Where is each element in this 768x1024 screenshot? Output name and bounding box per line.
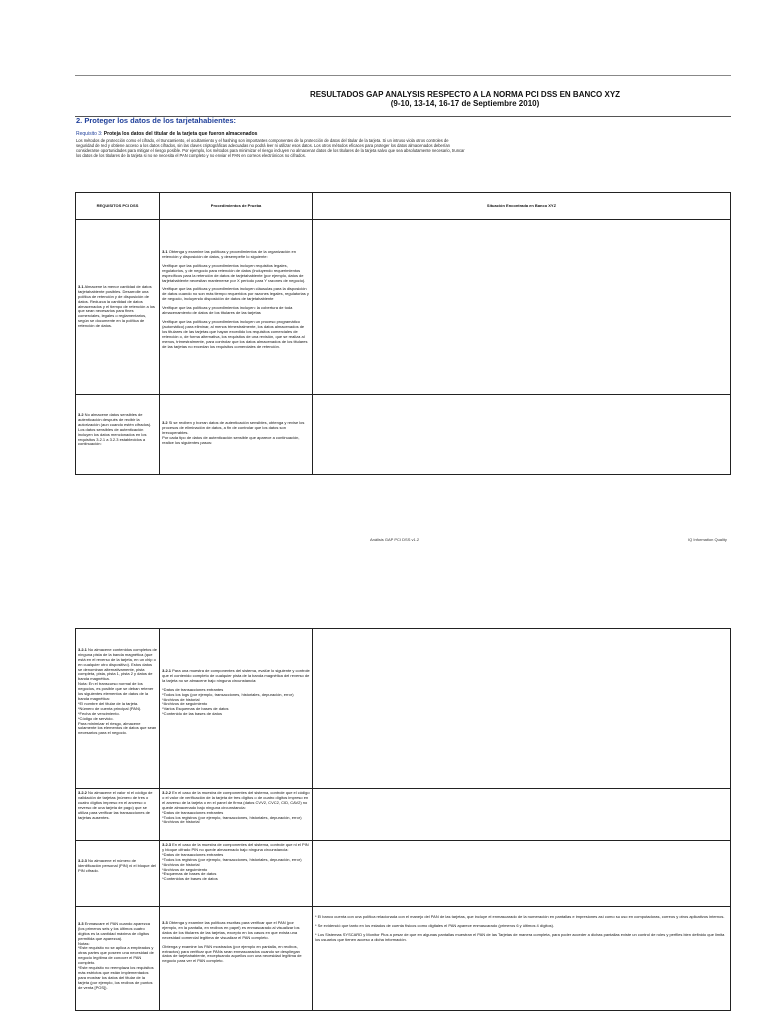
procedure-text: *Datos de transacciones entrantes *Todos los logs (por ejemplo, transacciones, historiales, depuración, error) *Archivos de historial *Archivos de seguimiento *Varios Esquemas de bases de datos *Contenido de las bases de datos: [162, 686, 294, 717]
col-header-requirements: REQUISITOS PCI DSS: [76, 193, 160, 220]
requirements-table-page1: [75, 192, 731, 475]
situation-text: * El banco cuenta con una política relacionada con el manejo del PAN de las tarjetas, que incluye el enmascarado de la numeración en pantallas e impresiones así como su uso en computadoras, correos y otros aplicativos internos.: [314, 914, 725, 919]
col-header-situation: Situación Encontrada en Banco XYZ: [312, 193, 730, 220]
situation-cell: [312, 395, 730, 475]
procedure-cell: [160, 220, 313, 395]
requirement-text: No almacene el valor ni el código de validación de tarjetas (número de tres o cuatro dígitos impreso en el anverso o reverso de una tarjeta de pago) que se utiliza para verificar las transacciones de tarjetas ausentes.: [78, 790, 153, 820]
procedure-text: Si se reciben y borran datos de autenticación sensibles, obtenga y revise los procesos de eliminación de datos, a fin de controlar que los datos son irrecuperables. Por cada tipo de datos de autenticación sensible que aparece a continuación, realice los siguientes pasos:: [162, 420, 305, 445]
requirement-cell: [76, 395, 160, 475]
requirement-cell: [76, 841, 160, 907]
procedure-text: Verifique que las políticas y procedimientos incluyen: la cobertura de toda almacenamiento de datos de los titulares de las tarjetas: [162, 305, 293, 316]
situation-cell: [312, 841, 730, 907]
requirement-id: 3.2.1: [78, 646, 87, 652]
procedure-id: 3.2.1: [162, 668, 172, 673]
procedure-cell: [160, 907, 313, 1011]
requirement-id: 3.2.3: [78, 858, 87, 863]
title-line-1: RESULTADOS GAP ANALYSIS RESPECTO A LA NORMA PCI DSS EN BANCO XYZ: [309, 90, 621, 99]
table-row: [76, 841, 731, 907]
procedure-cell: [160, 841, 313, 907]
intro-paragraph: Los métodos de protección como el cifrado, el truncamiento, el ocultamiento y el hashing son importantes componentes de la protección de datos del titular de la tarjeta. Si un intruso viola otros controles de seguridad de red y obtiene acceso a los datos cifrados, sin las claves criptográficas adecuadas no podrá leer ni utilizar esos datos. Los otros métodos eficaces para proteger los datos almacenados deberían considerarse oportunidades para mitigar el riesgo posible. Por ejemplo, los métodos para minimizar el riesgo incluyen no almacenar datos de los titulares de la tarjeta salvo que sea absolutamente necesario, truncar los datos de los titulares de la tarjeta si no se necesita el PAN completo y no enviar el PAN en correos electrónicos no cifrados.: [76, 138, 465, 158]
footer-right: IQ Information Quality: [688, 537, 727, 542]
requirement-text: Proteja los datos del titular de la tarjeta que fueron almacenados: [103, 131, 258, 137]
footer-center: Análisis GAP PCI DSS v1.2: [370, 537, 420, 542]
procedure-text: Verifique que las políticas y procedimientos incluyen requisitos legales, regulatorios, y de negocio para retención de datos (incluyendo requerimientos específicos para la retención de datos de tarjetahabiente (por ejemplo, datos de tarjetahabiente necesitan mantenerse por X periodo para Y razones de negocio).: [162, 262, 306, 283]
procedure-text: Verifique que las políticas y procedimientos incluyen cláusulas para la disposición de datos cuando no son más tiempo requeridos por razones legales, regulatorias y de negocio, incluyendo disposición de datos de tarjetahabiente: [162, 286, 309, 302]
col-header-procedures: Procedimientos de Prueba: [160, 193, 313, 220]
section-title: 2. Proteger los datos de los tarjetahabientes:: [76, 116, 237, 125]
situation-cell: [312, 629, 730, 789]
procedure-text: Para una muestra de componentes del sistema, evalúe lo siguiente y controle que el contenido completo de cualquier pista de la banda magnética del reverso de la tarjeta no se almacene bajo ninguna circunstancia:: [162, 668, 310, 683]
situation-text: * Se evidenció que tanto en los estados de cuenta físicos como digitales el PAN aparece enmascarado (primeros 6 y últimos 4 dígitos).: [314, 922, 555, 928]
table-row: [76, 907, 731, 1011]
procedure-text: Obtenga y examine las políticas escritas para verificar que el PAN (por ejemplo, en la pantalla, en recibos en papel) es enmascarado al visualizar los datos de los titulares de las tarjetas, excepto en los casos en que exista una necesidad comercial legítima de visualizar el PAN completo.: [162, 920, 300, 940]
procedure-cell: [160, 629, 313, 789]
requirement-text: No almacene datos sensibles de autenticación después de recibir la autorización (aun cuando estén cifrados). Los datos sensibles de autenticación incluyen los datos mencionados en los requisitos 3.2.1 a 3.2.3 establecidos a continuación:: [78, 412, 152, 447]
page-title: [230, 90, 700, 108]
situation-cell: [312, 220, 730, 395]
situation-text: * Los Sistemas SYSCARD y Monitor Plus a pesar de que en algunas pantallas muestran el PAN de las Tarjetas de manera completa, para poder acceder a dichas pantallas existe un control de roles y perfiles bien definido que limita los usuarios que tienen acceso a dicha información.: [314, 931, 725, 942]
procedure-id: 3.2: [162, 420, 168, 425]
procedure-id: 3.1: [162, 249, 168, 254]
requirement-text: Almacene la menor cantidad de datos tarjetahabiente posibles. Desarrolle una política de retención y de disposición de datos. Reduzca la cantidad de datos almacenados y el tiempo de retención a los que sean necesarios para fines comerciales, legales o reglamentarios, según se documente en la política de retención de datos.: [78, 283, 155, 329]
requirement-text: Enmascare el PAN cuando aparezca (los primeros seis y los últimos cuatro dígitos es la cantidad máxima de dígitos permitida que aparezca). Notas: *Este requisito no se aplica a empleados y otras partes que poseen una necesidad de negocio legítima de conocer el PAN completo. *Este requisito no reemplaza los requisitos más estrictos que están implementados para mostrar los datos del titular de la tarjeta (por ejemplo, los recibos de puntos de venta [POS]).: [78, 920, 154, 990]
procedure-id: 3.2.3: [162, 842, 172, 847]
requirement-cell: [76, 629, 160, 789]
situation-cell: [312, 907, 730, 1011]
table-header-row: [76, 193, 731, 220]
requirement-heading: [76, 131, 257, 137]
procedure-text: En el caso de la muestra de componentes del sistema, controle que ni el PIN y bloque cifrado PIN no quede almacenado bajo ninguna circunstancia: *Datos de transacciones entrantes *Todos los registros (por ejemplo, transacciones, historiales, depuración, error) *Archivos de historial *Archivos de seguimiento *Esquemas de bases de datos *Contenidos de bases de datos: [162, 842, 309, 882]
procedure-text: Verifique que las políticas y procedimientos incluyen un proceso programático (automático) para eliminar, al menos trimestralmente, los datos almacenados de los titulares de las tarjetas que hayan excedido los requisitos comerciales de retención o, de forma alternativa, los requisitos de una revisión, que se realiza al menos, trimestralmente, para controlar que los datos almacenados de los titulares de las tarjetas no excedan los requisitos comerciales de retención.: [162, 318, 308, 349]
table-row: [76, 220, 731, 395]
requirement-cell: [76, 789, 160, 841]
procedure-text: En el caso de la muestra de componentes del sistema, controle que el código o el valor de verificación de la tarjeta de tres dígitos o de cuatro dígitos impreso en el anverso de la tarjeta o en el panel de firma (datos CVV2, CVC2, CID, CAV2) no quede almacenado bajo ninguna circunstancia: *Datos de transacciones entrantes *Todos los registros (por ejemplo, transacciones, historiales, depuración, error) *Archivos de historial: [162, 790, 310, 825]
requirement-id: 3.2: [78, 412, 84, 417]
procedure-id: 3.3: [162, 920, 168, 925]
requirement-cell: [76, 220, 160, 395]
requirement-id: 3.1: [78, 283, 84, 289]
requirement-id: 3.2.2: [78, 790, 87, 795]
table-row: [76, 629, 731, 789]
table-row: [76, 395, 731, 475]
requirement-cell: [76, 907, 160, 1011]
procedure-cell: [160, 395, 313, 475]
procedure-text: Obtenga y examine los PAN mostrados (por ejemplo en pantalla, en recibos, extractos) para verificar que PANs sean enmascarados cuando se despliegan datos de tarjetahabiente, exceptuando aquellos con una necesidad legítima de negocio para ver el PAN completo.: [162, 943, 302, 964]
procedure-text: Obtenga y examine las políticas y procedimientos de la organización en retención y disposición de datos, y desempeñe lo siguiente:: [162, 249, 296, 259]
requirement-text: No almacene contenidos completos de ninguna pista de la banda magnética (que está en el reverso de la tarjeta, en un chip o en cualquier otro dispositivo). Estos datos se denominan alternativamente, pista completa, pista, pista 1, pista 2 y datos de banda magnética. Nota: En el transcurso normal de los negocios, es posible que se deban retener los siguientes elementos de datos de la banda magnética: *El nombre del titular de la tarjeta. *Número de cuenta principal (PAN). *Fecha de vencimiento. *Código de servicio. Para minimizar el riesgo, almacene solamente los elementos de datos que sean necesarios para el negocio.: [78, 646, 157, 736]
table-row: [76, 789, 731, 841]
situation-cell: [312, 789, 730, 841]
requirement-id: 3.3: [78, 920, 84, 926]
procedure-id: 3.2.2: [162, 790, 172, 795]
procedure-cell: [160, 789, 313, 841]
requirements-table-page2: [75, 628, 731, 1011]
requirement-label: Requisito 3:: [76, 131, 103, 137]
title-line-2: (9-10, 13-14, 16-17 de Septiembre 2010): [390, 99, 540, 108]
requirement-text: No almacene el número de identificación personal (PIN) ni el bloque del PIN cifrado.: [78, 858, 157, 873]
